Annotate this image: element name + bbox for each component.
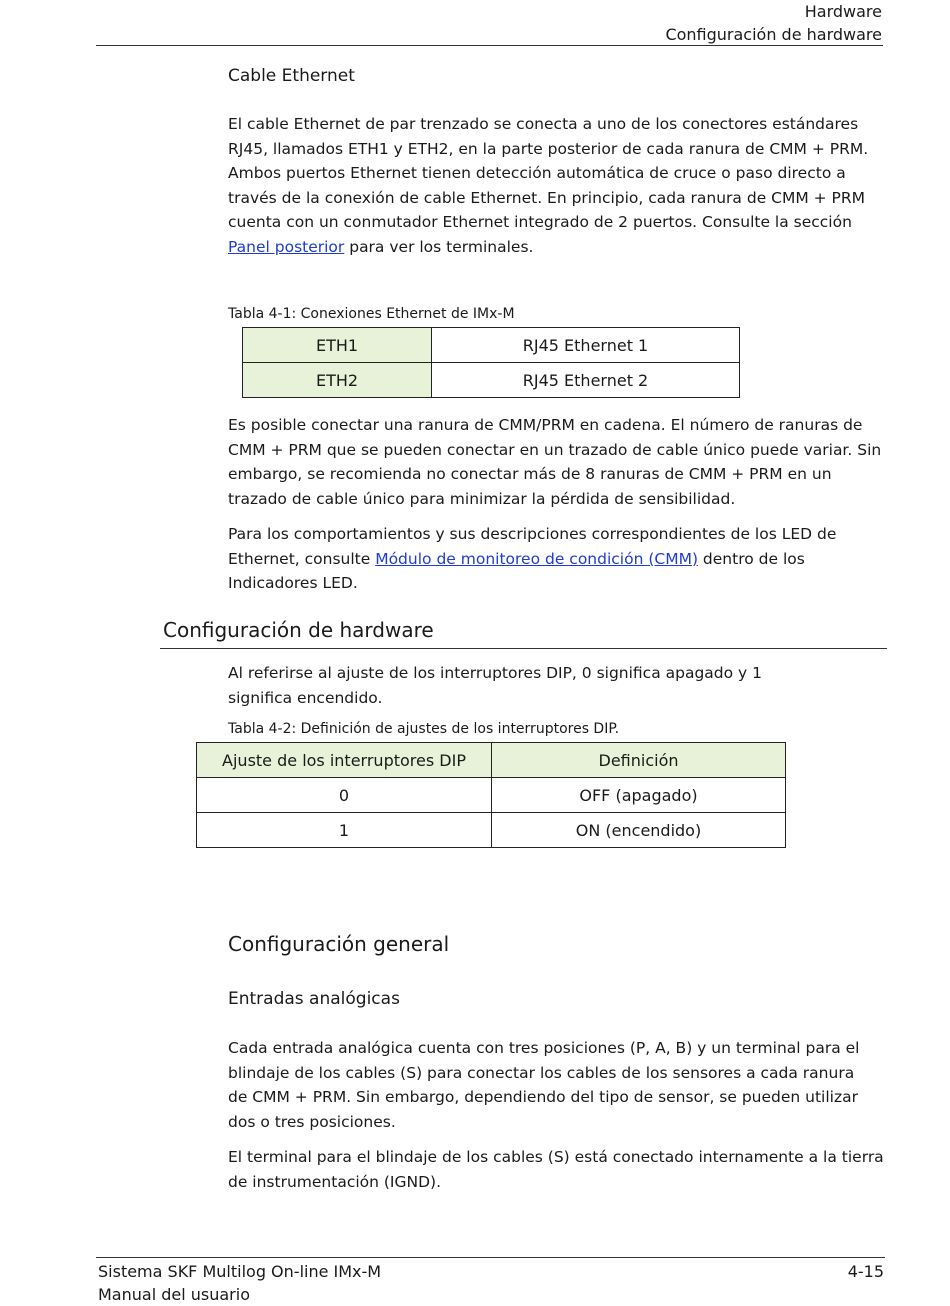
heading-cable-ethernet: Cable Ethernet [228,66,355,86]
table-cell-description: RJ45 Ethernet 2 [432,363,740,398]
paragraph-cable-ethernet [228,112,890,259]
table-header-row [197,743,786,778]
heading-analog-inputs: Entradas analógicas [228,989,400,1009]
table-cell-setting: 1 [197,813,492,848]
heading-general-config: Configuración general [228,932,450,956]
header-rule [96,45,883,46]
link-cmm-module[interactable]: Módulo de monitoreo de condición (CMM) [375,549,698,568]
heading-hardware-config: Configuración de hardware [163,618,434,642]
paragraph-text: para ver los terminales. [344,237,534,256]
paragraph-text: El cable Ethernet de par trenzado se conecta a uno de los conectores estándares RJ45, llamados ETH1 y ETH2, en la parte posterior de cada ranura de CMM + PRM. Ambos puertos Ethernet tienen detección automática de cruce o paso directo a través de la conexión de cable Ethernet. En principio, cada ranura de CMM + PRM cuenta con un conmutador Ethernet integrado de 2 puertos. Consulte la sección [228,115,869,231]
table-header-definition: Definición [492,743,786,778]
table-row [243,363,740,398]
link-panel-posterior[interactable]: Panel posterior [228,237,345,256]
ethernet-connections-table [242,327,740,398]
table-cell-description: RJ45 Ethernet 1 [432,328,740,363]
running-header-chapter: Hardware [804,2,882,21]
paragraph-text: Para los comportamientos y sus descripciones correspondientes de los LED de Ethernet, consulte [228,525,837,568]
paragraph-daisy-chain: Es posible conectar una ranura de CMM/PRM en cadena. El número de ranuras de CMM + PRM que se pueden conectar en un trazado de cable único puede variar. Sin embargo, se recomienda no conectar más de 8 ranuras de CMM + PRM en un trazado de cable único para minimizar la pérdida de sensibilidad. [228,416,882,508]
paragraph-dip-intro: Al referirse al ajuste de los interruptores DIP, 0 significa apagado y 1 significa encendido. [228,664,763,707]
paragraph-led-reference [228,522,890,596]
table-cell-definition: OFF (apagado) [492,778,786,813]
table-caption-dip: Tabla 4-2: Definición de ajustes de los interruptores DIP. [228,721,620,737]
section-rule [160,648,887,649]
table-cell-setting: 0 [197,778,492,813]
table-row [197,813,786,848]
paragraph-cable-shield: El terminal para el blindaje de los cables (S) está conectado internamente a la tierra de instrumentación (IGND). [228,1148,884,1191]
footer-product: Sistema SKF Multilog On-line IMx-M [98,1262,382,1281]
footer-manual: Manual del usuario [98,1285,250,1304]
table-cell-definition: ON (encendido) [492,813,786,848]
paragraph-text: dentro de los Indicadores LED. [228,549,805,592]
table-cell-port: ETH2 [243,363,432,398]
table-header-setting: Ajuste de los interruptores DIP [197,743,492,778]
table-row [243,328,740,363]
paragraph-analog-inputs: Cada entrada analógica cuenta con tres posiciones (P, A, B) y un terminal para el blindaje de los cables (S) para conectar los cables de los sensores a cada ranura de CMM + PRM. Sin embargo, dependiendo del tipo de sensor, se pueden utilizar dos o tres posiciones. [228,1039,860,1131]
table-caption-ethernet: Tabla 4-1: Conexiones Ethernet de IMx-M [228,306,515,322]
table-row [197,778,786,813]
table-cell-port: ETH1 [243,328,432,363]
footer-page-number: 4-15 [847,1262,884,1281]
footer-rule [96,1257,885,1258]
dip-switch-table [196,742,786,848]
running-header-section: Configuración de hardware [665,25,882,44]
